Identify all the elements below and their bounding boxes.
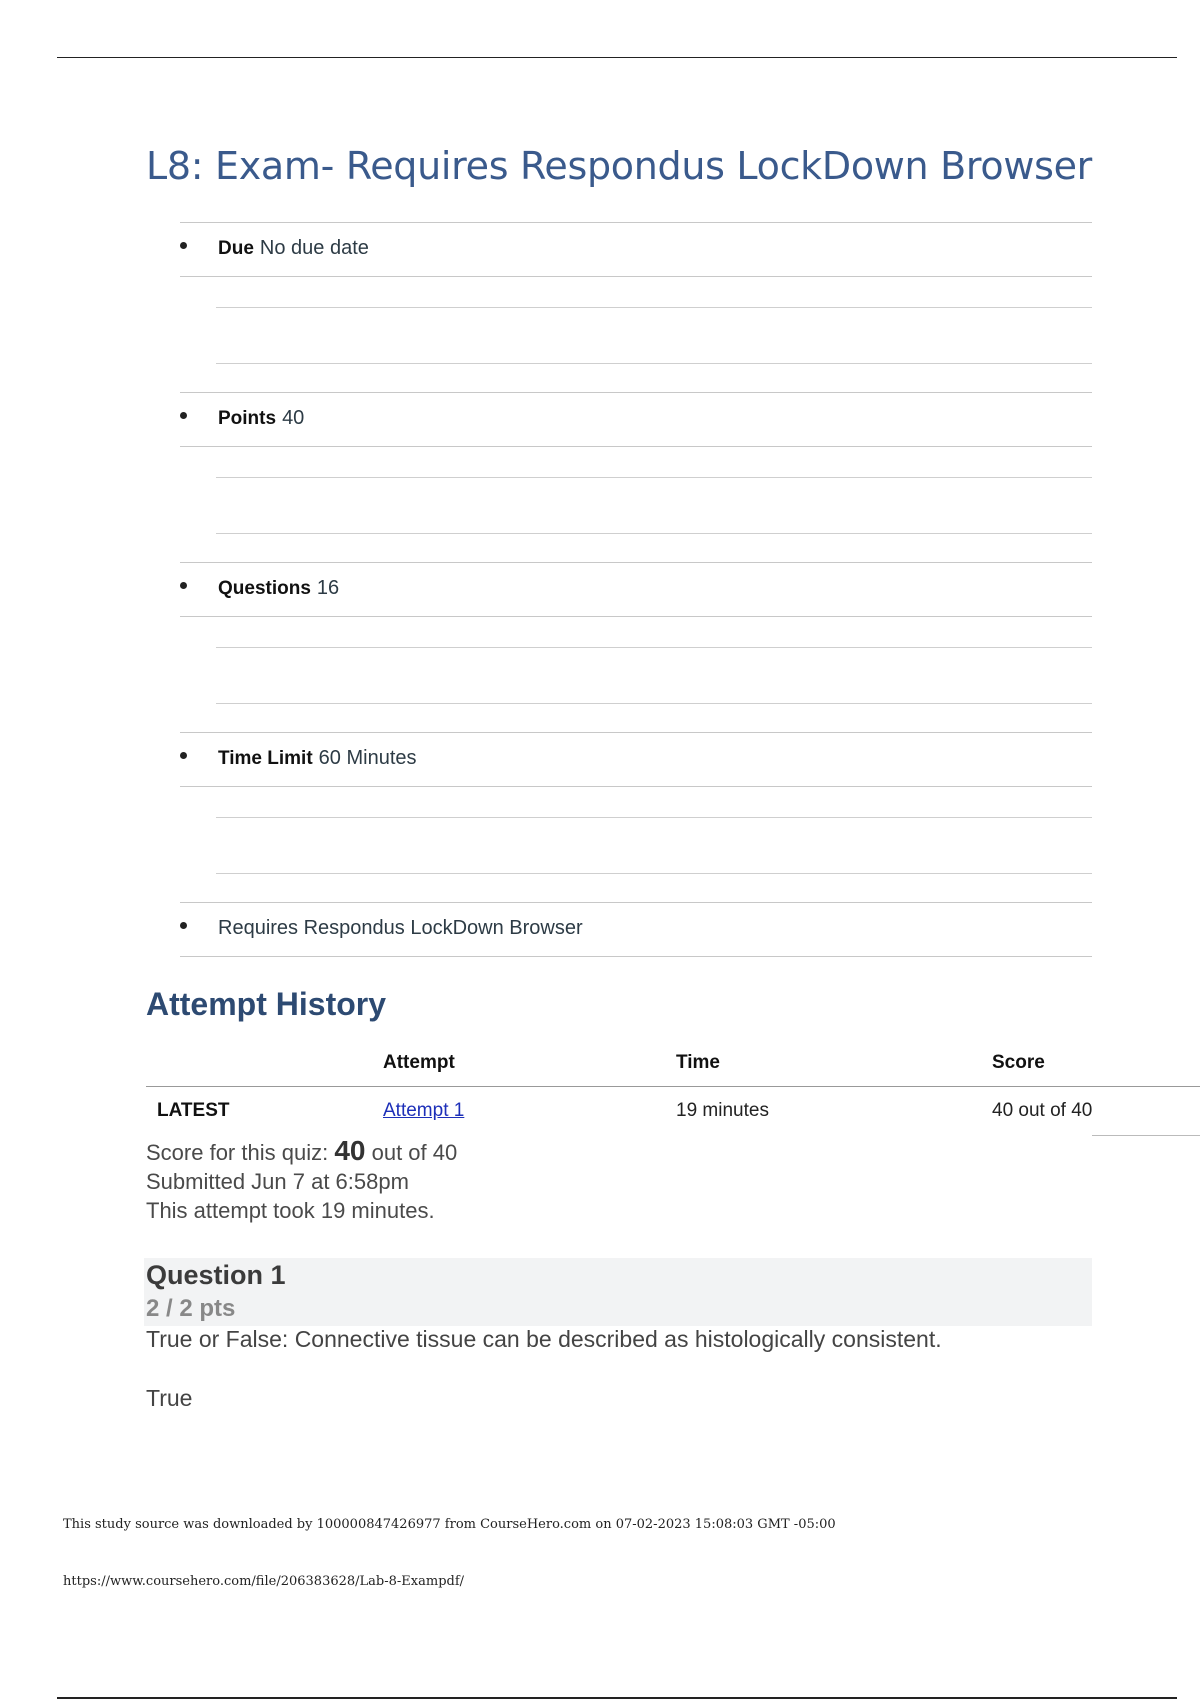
source-url: https://www.coursehero.com/file/206383628/Lab-8-Exampdf/ <box>63 1574 465 1589</box>
quiz-summary <box>146 1136 457 1225</box>
detail-spacer <box>180 787 1092 902</box>
download-source-note: This study source was downloaded by 100000847426977 from CourseHero.com on 07-02-2023 15:08:03 GMT -05:00 <box>63 1517 836 1532</box>
table-row-divider <box>1092 1135 1200 1136</box>
detail-value: 40 <box>282 407 305 429</box>
submitted-line: Submitted Jun 7 at 6:58pm <box>146 1169 409 1194</box>
detail-time-limit <box>180 732 1092 787</box>
score-suffix: out of 40 <box>371 1140 458 1165</box>
detail-label: Questions <box>218 578 311 599</box>
column-header-score: Score <box>992 1052 1045 1073</box>
bullet-icon <box>180 922 187 929</box>
time-cell: 19 minutes <box>676 1100 769 1121</box>
attempt-link[interactable]: Attempt 1 <box>383 1100 465 1121</box>
question-title: Question 1 <box>146 1260 286 1290</box>
quiz-details-list <box>180 222 1092 957</box>
score-cell: 40 out of 40 <box>992 1100 1093 1121</box>
detail-label: Points <box>218 408 277 429</box>
attempt-history-title: Attempt History <box>146 986 387 1022</box>
detail-value: Requires Respondus LockDown Browser <box>218 917 583 939</box>
score-value: 40 <box>334 1135 366 1166</box>
latest-tag: LATEST <box>157 1100 230 1121</box>
detail-value: 16 <box>316 577 340 599</box>
detail-lockdown-browser <box>180 902 1092 957</box>
bullet-icon <box>180 752 187 759</box>
column-header-attempt: Attempt <box>383 1052 455 1073</box>
detail-value: 60 Minutes <box>318 747 417 769</box>
detail-label: Time Limit <box>218 748 313 769</box>
column-header-time: Time <box>676 1052 721 1073</box>
bullet-icon <box>180 582 187 589</box>
detail-spacer <box>180 617 1092 732</box>
attempt-cell <box>383 1100 464 1122</box>
detail-value: No due date <box>259 237 369 259</box>
score-line <box>146 1136 457 1167</box>
duration-line: This attempt took 19 minutes. <box>146 1198 435 1223</box>
detail-spacer <box>180 277 1092 392</box>
detail-points <box>180 392 1092 447</box>
detail-spacer <box>180 447 1092 562</box>
page-title: L8: Exam- Requires Respondus LockDown Browser <box>146 144 1093 188</box>
detail-label: Due <box>218 238 254 259</box>
table-header-divider <box>146 1086 1200 1087</box>
score-prefix: Score for this quiz: <box>146 1140 329 1165</box>
question-text: True or False: Connective tissue can be described as histologically consistent. <box>146 1326 942 1352</box>
question-answer: True <box>146 1385 193 1411</box>
top-rule <box>57 57 1177 58</box>
question-header <box>144 1258 1092 1326</box>
detail-questions <box>180 562 1092 617</box>
detail-due <box>180 222 1092 277</box>
question-points: 2 / 2 pts <box>146 1295 236 1322</box>
bullet-icon <box>180 242 187 249</box>
bullet-icon <box>180 412 187 419</box>
bottom-rule <box>57 1697 1177 1699</box>
